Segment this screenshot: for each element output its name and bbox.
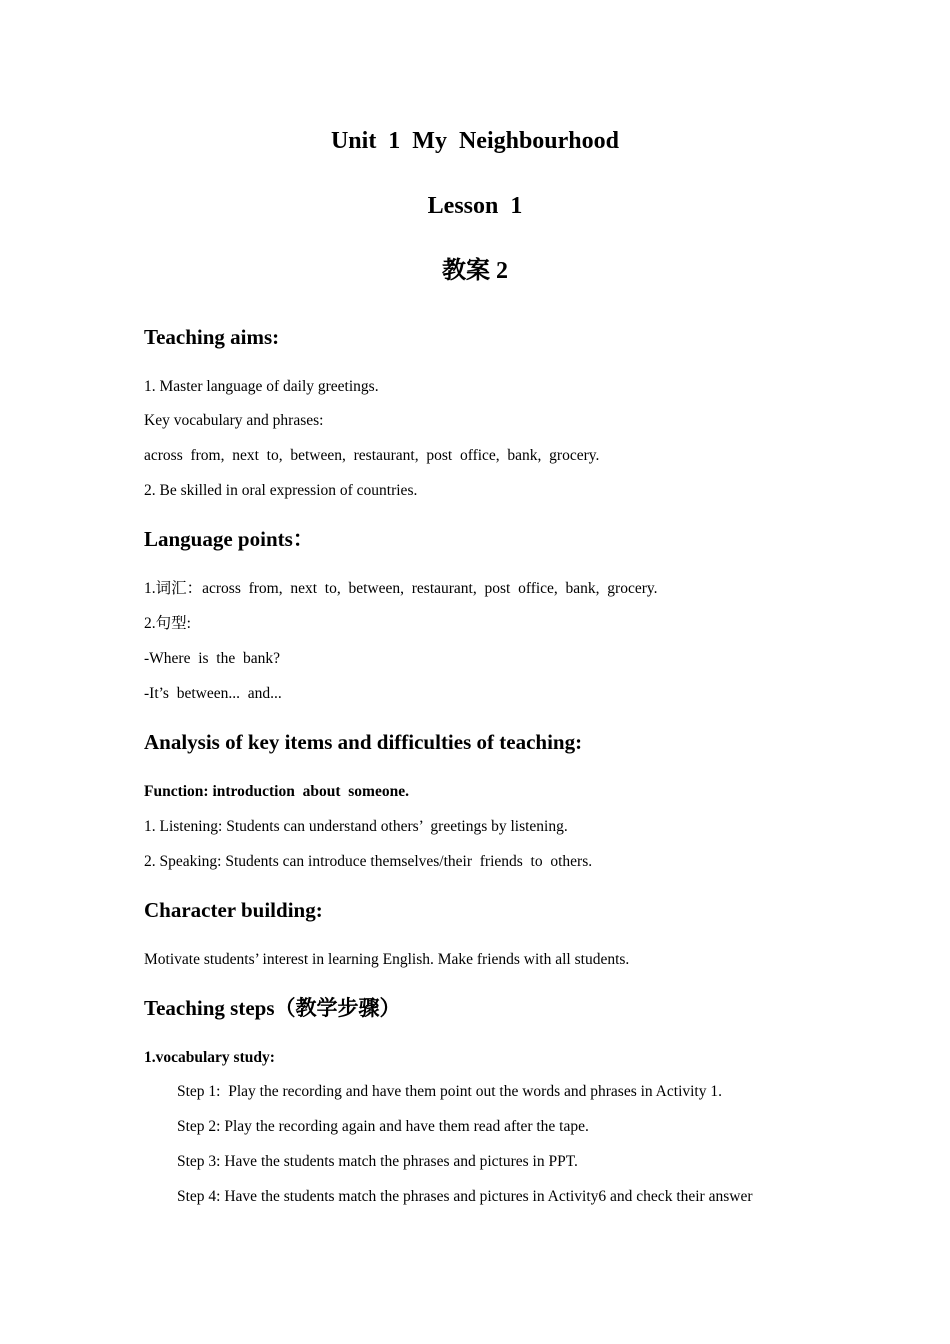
character-building-text: Motivate students’ interest in learning English. Make friends with all students. — [144, 951, 630, 968]
language-points-heading: Language points： — [144, 527, 314, 551]
teaching-aims-line: Key vocabulary and phrases: — [144, 412, 324, 429]
analysis-line: 2. Speaking: Students can introduce themselves/their friends to others. — [144, 853, 593, 870]
character-building-heading: Character building: — [144, 898, 323, 922]
vocabulary-study-subheading: 1.vocabulary study: — [144, 1049, 275, 1066]
analysis-heading: Analysis of key items and difficulties of teaching: — [144, 730, 583, 754]
teaching-steps-heading: Teaching steps（教学步骤） — [144, 996, 401, 1020]
teaching-step: Step 3: Have the students match the phrases and pictures in PPT. — [177, 1153, 578, 1170]
unit-title: Unit 1 My Neighbourhood — [330, 128, 620, 154]
plan-title: 教案 2 — [442, 258, 508, 284]
lesson-title: Lesson 1 — [427, 193, 523, 219]
teaching-step: Step 2: Play the recording again and have them read after the tape. — [177, 1118, 589, 1135]
teaching-step: Step 4: Have the students match the phrases and pictures in Activity6 and check their answer — [177, 1188, 753, 1205]
teaching-aims-line: 1. Master language of daily greetings. — [144, 378, 379, 395]
language-points-line: -Where is the bank? — [144, 650, 280, 667]
language-points-line: -It’s between... and... — [144, 685, 282, 702]
teaching-aims-line: across from, next to, between, restaurant, post office, bank, grocery. — [144, 447, 600, 464]
teaching-aims-line: 2. Be skilled in oral expression of countries. — [144, 482, 418, 499]
teaching-aims-heading: Teaching aims: — [144, 325, 280, 349]
teaching-step: Step 1: Play the recording and have them point out the words and phrases in Activity 1. — [177, 1083, 722, 1100]
language-points-line: 2.句型: — [144, 615, 191, 632]
language-points-line: 1.词汇：across from, next to, between, restaurant, post office, bank, grocery. — [144, 580, 658, 597]
analysis-function: Function: introduction about someone. — [144, 783, 409, 800]
analysis-line: 1. Listening: Students can understand others’ greetings by listening. — [144, 818, 568, 835]
